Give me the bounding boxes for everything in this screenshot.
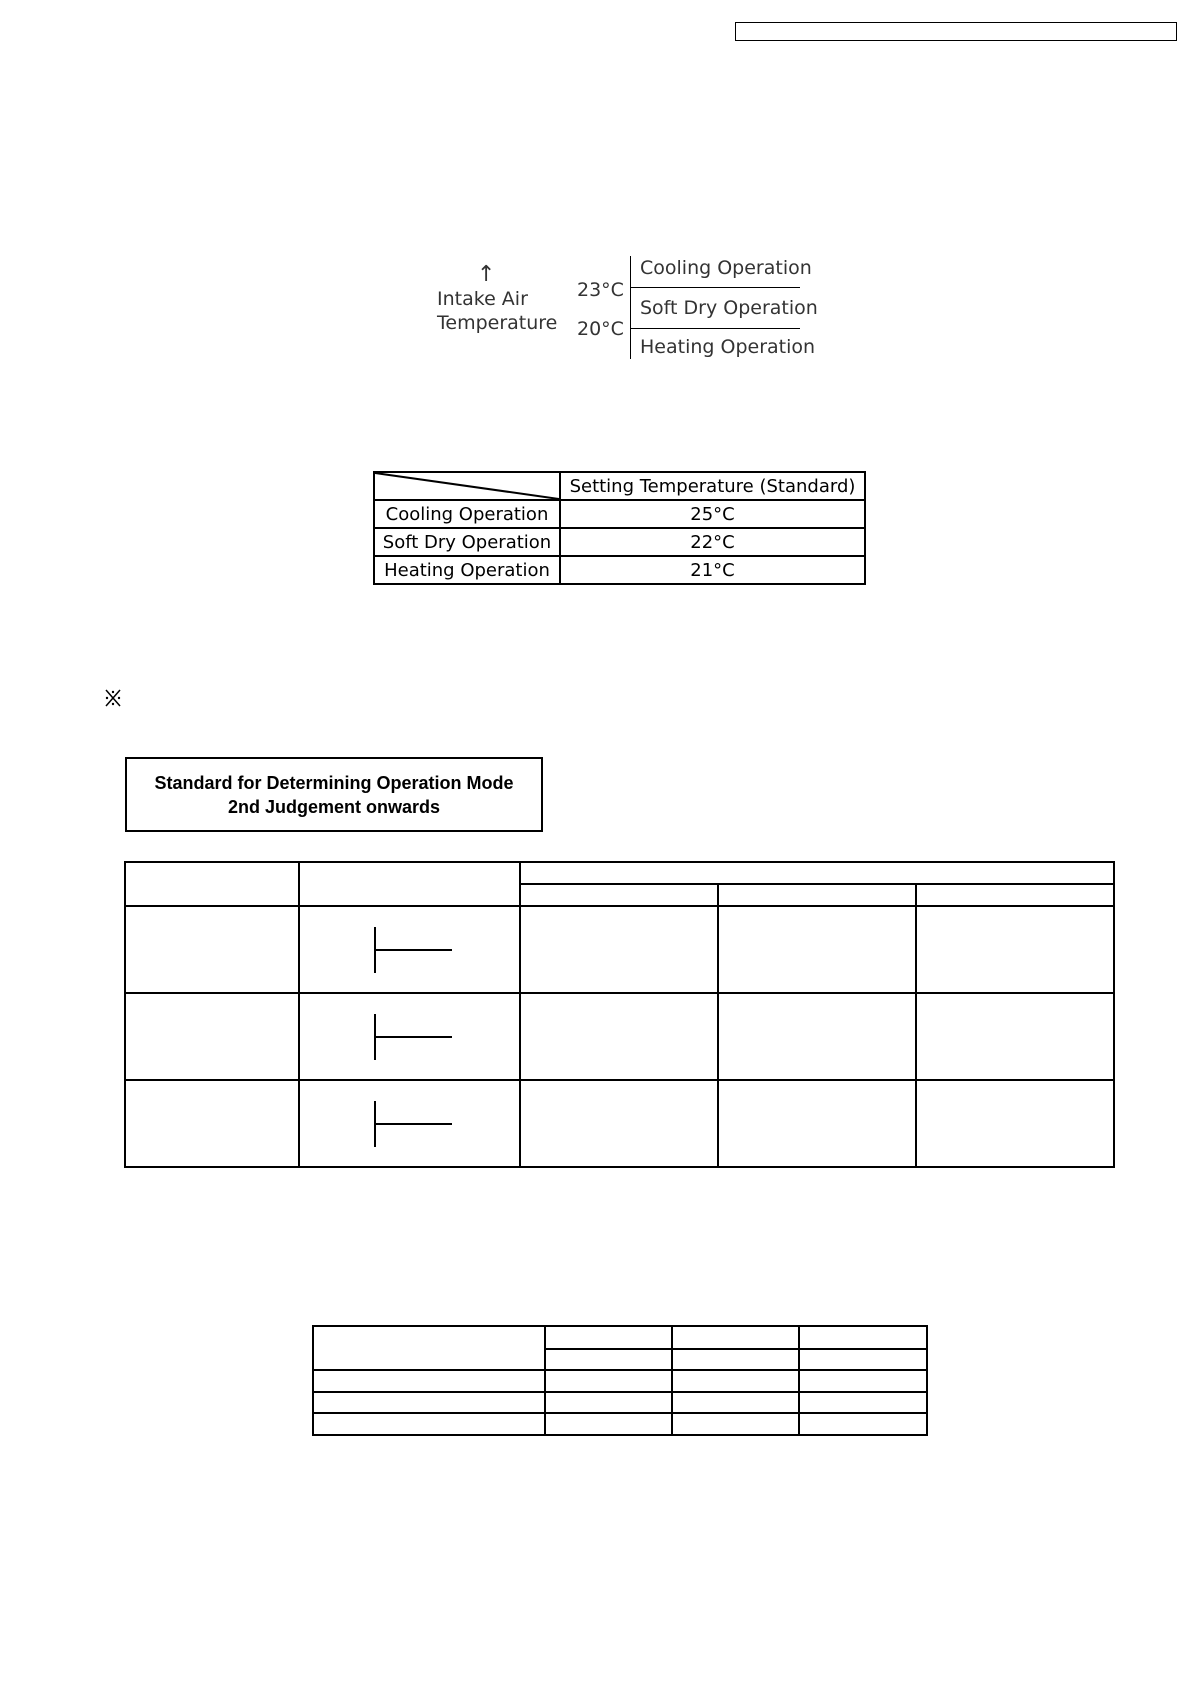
mode-cell: Cooling Operation: [374, 500, 560, 528]
grid-col-divider: [298, 863, 300, 1166]
judgement-title-box: [125, 757, 543, 832]
setting-temperature-table: [373, 471, 866, 585]
grid-col-divider: [717, 883, 719, 1166]
bottom-col-divider: [544, 1327, 546, 1434]
table-row: [374, 528, 865, 556]
intake-label-line2: Temperature: [437, 312, 558, 334]
temp-cell: 21°C: [560, 556, 865, 584]
grid-row-divider: [126, 992, 1113, 994]
mode-middle: Soft Dry Operation: [640, 297, 818, 319]
mode-cell: Heating Operation: [374, 556, 560, 584]
grid-col-divider: [915, 883, 917, 1166]
bottom-col-divider: [671, 1327, 673, 1434]
bottom-row-divider: [544, 1348, 926, 1350]
mode-cell: Soft Dry Operation: [374, 528, 560, 556]
intake-label-line1: Intake Air: [437, 288, 528, 310]
temp-cell: 25°C: [560, 500, 865, 528]
setting-table-header-row: [374, 472, 865, 500]
setting-temperature-header: Setting Temperature (Standard): [560, 472, 865, 500]
grid-col-divider: [519, 863, 521, 1166]
diagram-upper-divider: [630, 287, 800, 288]
mode-top: Cooling Operation: [640, 257, 812, 279]
table-row: [374, 500, 865, 528]
mode-bottom: Heating Operation: [640, 336, 816, 358]
judgement-title-line1: Standard for Determining Operation Mode: [154, 772, 514, 793]
table-row: [374, 556, 865, 584]
judgement-title-line2: 2nd Judgement onwards: [227, 796, 441, 817]
judgement-grid: [124, 861, 1115, 1168]
temp-cell: 22°C: [560, 528, 865, 556]
bottom-row-divider: [314, 1412, 926, 1414]
threshold-high: 23°C: [577, 279, 624, 301]
bottom-table: [312, 1325, 928, 1436]
diagonal-header-cell: [374, 472, 560, 500]
note-mark-icon: [104, 688, 122, 708]
threshold-low: 20°C: [577, 318, 624, 340]
diagram-lower-divider: [630, 328, 800, 329]
bottom-row-divider: [314, 1369, 926, 1371]
up-arrow-icon: ↑: [477, 262, 496, 287]
bottom-col-divider: [798, 1327, 800, 1434]
grid-row-divider: [126, 1079, 1113, 1081]
bottom-row-divider: [314, 1391, 926, 1393]
grid-row-divider: [126, 905, 1113, 907]
header-box: [735, 22, 1177, 41]
diagram-vertical-line: [630, 256, 631, 359]
grid-subheader-line: [519, 883, 1113, 885]
